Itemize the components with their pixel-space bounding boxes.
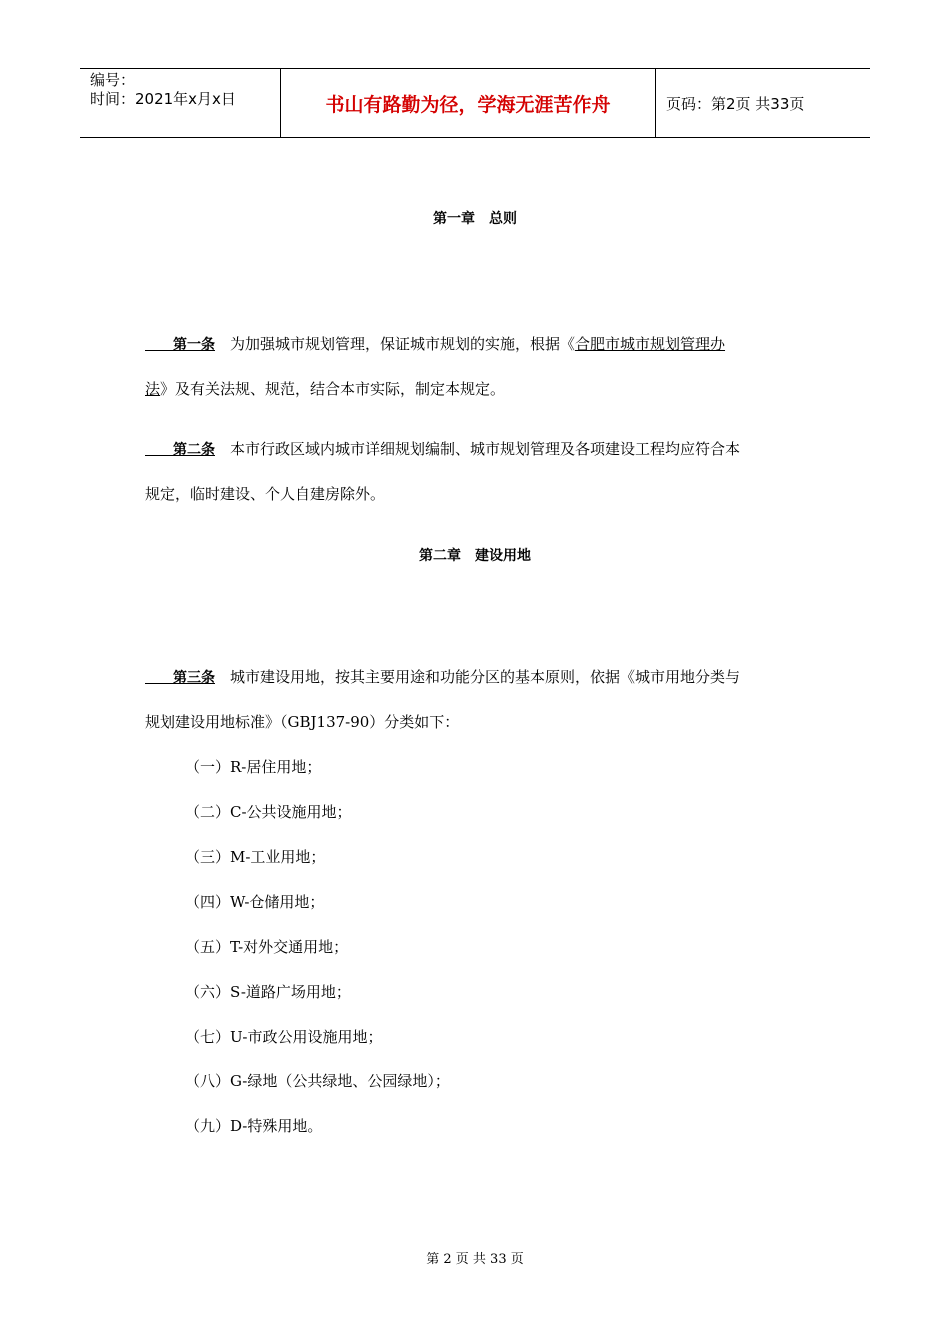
list-item: （五）T-对外交通用地；: [185, 938, 349, 956]
chapter-2-title: 第二章 建设用地: [419, 548, 531, 564]
list-item: （六）S-道路广场用地；: [185, 983, 351, 1001]
article-1-link-a: 合肥市城市规划管理办: [575, 335, 726, 353]
list-item: （九）D-特殊用地。: [185, 1117, 323, 1135]
header-page-info: 页码：第2页 共33页: [666, 94, 805, 113]
article-3-text-a: 城市建设用地，按其主要用途和功能分区的基本原则，依据《城市用地分类与: [215, 668, 741, 686]
page-header: [80, 68, 870, 138]
article-3-line-2: 规划建设用地标准》（GBJ137-90）分类如下：: [145, 713, 460, 731]
header-meta: [80, 69, 281, 137]
list-item: （四）W-仓储用地；: [185, 893, 325, 911]
number-label: 编号：: [90, 71, 136, 89]
list-item: （八）G-绿地（公共绿地、公园绿地）；: [185, 1072, 450, 1090]
article-2-line-1: [145, 438, 740, 459]
article-2-label: 第二条: [145, 442, 215, 458]
article-2-text-a: 本市行政区域内城市详细规划编制、城市规划管理及各项建设工程均应符合本: [215, 440, 741, 458]
list-item: （一）R-居住用地；: [185, 758, 322, 776]
list-item: （七）U-市政公用设施用地；: [185, 1028, 383, 1046]
chapter-1-title: 第一章 总则: [433, 211, 517, 227]
article-1-line-1: [145, 333, 725, 354]
article-3-label: 第三条: [145, 670, 215, 686]
article-1-label: 第一条: [145, 337, 215, 353]
article-1-link-b: 法: [145, 380, 161, 398]
article-1-line-2: [145, 378, 505, 399]
article-1-text-a: 为加强城市规划管理，保证城市规划的实施，根据《: [215, 335, 576, 353]
article-1-text-b: 》及有关法规、规范，结合本市实际，制定本规定。: [160, 380, 506, 398]
article-3-line-1: [145, 666, 740, 687]
header-motto: 书山有路勤为径，学海无涯苦作舟: [281, 69, 656, 137]
list-item: （二）C-公共设施用地；: [185, 803, 352, 821]
page-footer: 第 2 页 共 33 页: [426, 1252, 524, 1267]
article-2-line-2: 规定，临时建设、个人自建房除外。: [145, 485, 386, 503]
list-item: （三）M-工业用地；: [185, 848, 326, 866]
time-label: 时间：2021年x月x日: [90, 90, 236, 108]
